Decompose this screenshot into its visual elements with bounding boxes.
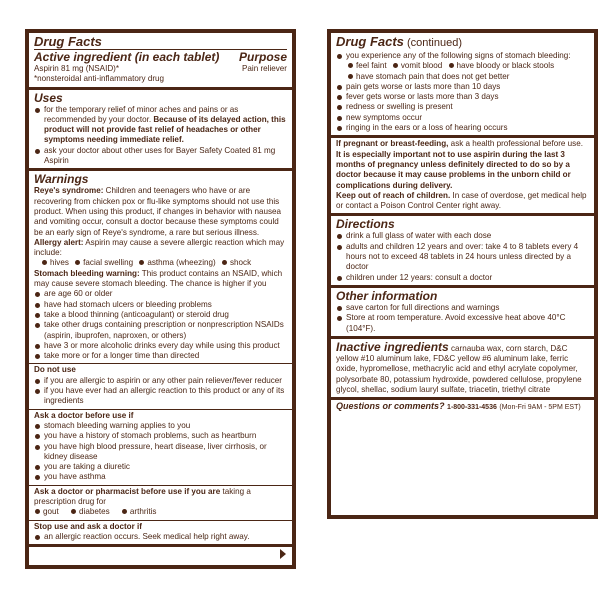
- inactive-ingredients-section: [331, 339, 594, 400]
- list-item: new symptoms occur: [336, 113, 589, 123]
- uses-heading: Uses: [34, 90, 63, 105]
- do-not-use-heading: Do not use: [34, 365, 76, 375]
- list-item: pain gets worse or lasts more than 10 days: [336, 82, 589, 92]
- inactive-ingredients: Inactive ingredients carnauba wax, corn starch, D&C yellow #10 aluminum lake, FD&C yellow #6 aluminum lake, ferric oxide, hypromellose, methacrylic acid and ethyl acrylate copolymer, polysorbate 80, potassium hydroxide, powdered cellulose, propylene glycol, shellac, sodium lauryl sulfate, triacetin, triethyl citrate: [336, 339, 582, 395]
- list-item: take other drugs containing prescription or nonprescription NSAIDs (aspirin, ibuprofen, naproxen, or others): [34, 320, 287, 341]
- list-item: for the temporary relief of minor aches and pains or as recommended by your doctor. Because of its delayed action, this product will not provide fast relief of headaches or other symptoms needing immediate relief.: [34, 105, 287, 146]
- directions-heading: Directions: [336, 217, 395, 232]
- list-item: if you are allergic to aspirin or any other pain reliever/fever reducer: [34, 376, 287, 386]
- ask-pharmacist-list: gout diabetes arthritis: [34, 507, 287, 517]
- list-item: take a blood thinning (anticoagulant) or steroid drug: [34, 310, 287, 320]
- warnings-section: [29, 171, 292, 364]
- allergy-alert: Allergy alert: Aspirin may cause a severe allergic reaction which may include:: [34, 237, 285, 258]
- list-item: Store at room temperature. Avoid excessive heat above 40°C (104°F).: [336, 313, 589, 334]
- allergy-list: hives facial swelling asthma (wheezing) shock: [34, 258, 287, 268]
- pregnancy-section: [331, 138, 594, 216]
- stop-use-section: [29, 521, 292, 548]
- drug-facts-title: Drug Facts: [34, 34, 102, 49]
- stomach-warning: Stomach bleeding warning: This product contains an NSAID, which may cause severe stomach bleeding. The chance is higher if you: [34, 268, 283, 289]
- list-item: adults and children 12 years and over: take 4 to 8 tablets every 4 hours not to exceed 48 tablets in 24 hours unless directed by a doctor: [336, 242, 589, 273]
- footnote: *nonsteroidal anti-inflammatory drug: [34, 74, 165, 84]
- reye-warning: Reye's syndrome: Children and teenagers who have or are recovering from chicken pox or flu-like symptoms should not use this product. When using this product, if changes in behavior with nausea and vomiting occur, consult a doctor because these symptoms could be an early sign of Reye's syndrome, a rare but serious illness.: [34, 186, 282, 237]
- questions-section: [331, 400, 594, 415]
- list-item: ask your doctor about other uses for Bayer Safety Coated 81 mg Aspirin: [34, 146, 287, 167]
- list-item: have 3 or more alcoholic drinks every day while using this product: [34, 341, 287, 351]
- do-not-use-section: [29, 364, 292, 409]
- list-item: if you have ever had an allergic reaction to this product or any of its ingredients: [34, 386, 287, 407]
- list-item: you experience any of the following signs of stomach bleeding:: [336, 51, 589, 61]
- bleeding-signs: feel faint vomit blood have bloody or black stools: [336, 61, 589, 71]
- purpose-heading: Purpose: [238, 50, 287, 64]
- list-item: take more or for a longer time than directed: [34, 351, 287, 361]
- list-item: you have high blood pressure, heart disease, liver cirrhosis, or kidney disease: [34, 442, 287, 463]
- active-ingredient-section: [29, 33, 292, 90]
- questions-line: Questions or comments? 1-800-331-4536 (Mon-Fri 9AM - 5PM EST): [336, 401, 581, 412]
- stop-use-heading: Stop use and ask a doctor if: [34, 521, 142, 531]
- purpose: Pain reliever: [242, 64, 287, 73]
- list-item: stomach bleeding warning applies to you: [34, 421, 287, 431]
- bleeding-sign-last: have stomach pain that does not get better: [336, 72, 589, 82]
- list-item: drink a full glass of water with each dose: [336, 231, 589, 241]
- ask-doctor-section: [29, 410, 292, 486]
- warnings-heading: Warnings: [34, 172, 89, 187]
- list-item: you have a history of stomach problems, such as heartburn: [34, 431, 287, 441]
- active-ingredient-heading: Active ingredient (in each tablet): [34, 50, 220, 64]
- list-item: save carton for full directions and warnings: [336, 303, 589, 313]
- other-information-heading: Other information: [336, 288, 438, 303]
- continued-section: [331, 33, 594, 138]
- ask-doctor-heading: Ask a doctor before use if: [34, 410, 134, 420]
- list-item: have had stomach ulcers or bleeding problems: [34, 300, 287, 310]
- list-item: fever gets worse or lasts more than 3 days: [336, 92, 589, 102]
- drug-facts-panel-right: [327, 29, 598, 519]
- drug-facts-continued-title: Drug Facts (continued): [336, 34, 462, 49]
- continue-arrow-icon: [280, 549, 286, 559]
- active-ingredient: Aspirin 81 mg (NSAID)*: [34, 64, 120, 73]
- drug-facts-panel-left: [25, 29, 296, 569]
- list-item: an allergic reaction occurs. Seek medical help right away.: [34, 532, 287, 542]
- pregnancy-warning: If pregnant or breast-feeding, ask a health professional before use. It is especially important not to use aspirin during the last 3 months of pregnancy unless definitely directed to do so by a doctor because it may cause problems in the unborn child or complications during delivery.: [336, 139, 583, 190]
- list-item: ringing in the ears or a loss of hearing occurs: [336, 123, 589, 133]
- list-item: you are taking a diuretic: [34, 462, 287, 472]
- ask-pharmacist-section: Ask a doctor or pharmacist before use if you are taking a prescription drug for gout diabetes arthritis: [29, 486, 292, 521]
- list-item: are age 60 or older: [34, 289, 287, 299]
- children-warning: Keep out of reach of children. In case of overdose, get medical help or contact a Poison Control Center right away.: [336, 190, 587, 211]
- uses-section: [29, 90, 292, 172]
- list-item: redness or swelling is present: [336, 102, 589, 112]
- other-information-section: [331, 288, 594, 339]
- list-item: you have asthma: [34, 472, 287, 482]
- list-item: children under 12 years: consult a doctor: [336, 273, 589, 283]
- directions-section: [331, 216, 594, 287]
